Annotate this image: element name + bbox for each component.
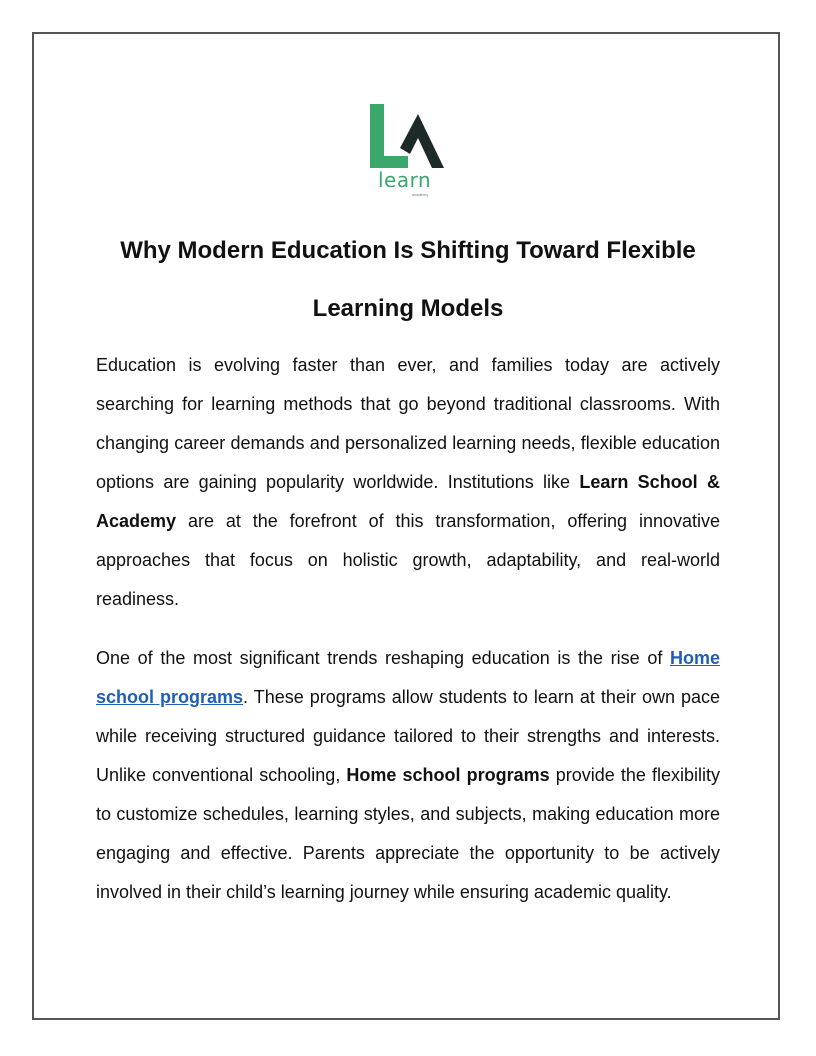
paragraph-home-school-text-b: . These programs allow students to learn at their own pace while receiving structured guidance tailored to their strengths and interests. Unlike conventional schooling, bbox=[96, 687, 721, 785]
home-school-programs-link[interactable]: Home school programs bbox=[96, 648, 720, 707]
paragraph-intro-text-a: Education is evolving faster than ever, and families today are actively searching for learning methods that go beyond traditional classrooms. With changing career demands and personalized learning needs, flexible education options are gaining popularity worldwide. Institutions like bbox=[96, 355, 720, 492]
la-logo-icon bbox=[364, 100, 450, 172]
learn-academy-logo bbox=[364, 100, 450, 200]
logo-wordmark: learn bbox=[378, 168, 432, 192]
home-school-programs-bold: Home school programs bbox=[346, 765, 550, 785]
paragraph-intro-text-b: are at the forefront of this transformation, offering innovative approaches that focus on holistic growth, adaptability, and real-world readiness. bbox=[96, 511, 720, 609]
paragraph-home-school-text-a: One of the most significant trends reshaping education is the rise of bbox=[96, 648, 670, 668]
paragraph-intro bbox=[96, 346, 720, 619]
logo-subtitle: academy bbox=[412, 192, 429, 197]
page-title: Why Modern Education Is Shifting Toward Flexible Learning Models bbox=[120, 237, 696, 322]
paragraph-home-school bbox=[96, 639, 720, 912]
paragraph-home-school-text-c: provide the flexibility to customize schedules, learning styles, and subjects, making education more engaging and effective. Parents appreciate the opportunity to be actively involved in their child’s learning journey while ensuring academic quality. bbox=[96, 765, 720, 902]
brand-name-bold: Learn School & Academy bbox=[96, 472, 720, 531]
